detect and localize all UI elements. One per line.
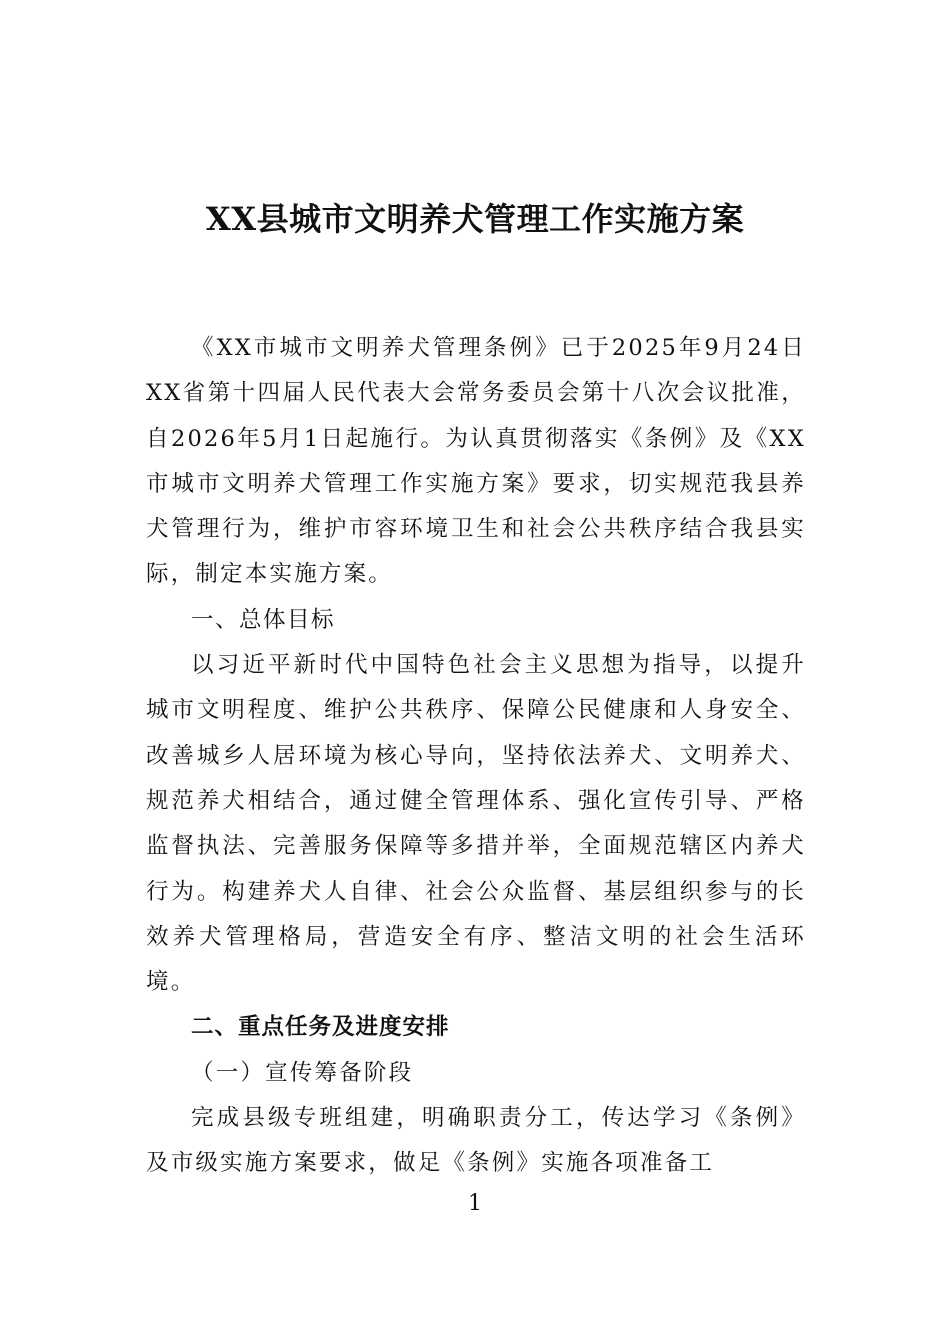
intro-paragraph: 《XX市城市文明养犬管理条例》已于2025年9月24日XX省第十四届人民代表大会常务委员会第十八次会议批准，自2026年5月1日起施行。为认真贯彻落实《条例》及《XX市城市文明养犬管理工作实施方案》要求，切实规范我县养犬管理行为，维护市容环境卫生和社会公共秩序结合我县实际，制定本实施方案。 bbox=[146, 335, 806, 588]
page-number: 1 bbox=[468, 1191, 482, 1216]
subsection-heading-publicity: （一）宣传筹备阶段 bbox=[191, 1059, 414, 1086]
goals-paragraph: 以习近平新时代中国特色社会主义思想为指导，以提升城市文明程度、维护公共秩序、保障公民健康和人身安全、改善城乡人居环境为核心导向，坚持依法养犬、文明养犬、规范养犬相结合，通过健全管理体系、强化宣传引导、严格监督执法、完善服务保障等多措并举，全面规范辖区内养犬行为。构建养犬人自律、社会公众监督、基层组织参与的长效养犬管理格局，营造安全有序、整洁文明的社会生活环境。 bbox=[146, 652, 806, 996]
document-title: XX县城市文明养犬管理工作实施方案 bbox=[205, 200, 745, 238]
document-body bbox=[146, 326, 806, 1187]
section-heading-goals: 一、总体目标 bbox=[191, 606, 336, 633]
publicity-paragraph: 完成县级专班组建，明确职责分工，传达学习《条例》及市级实施方案要求，做足《条例》实施各项准备工 bbox=[146, 1105, 806, 1177]
section-heading-tasks: 二、重点任务及进度安排 bbox=[191, 1014, 450, 1041]
